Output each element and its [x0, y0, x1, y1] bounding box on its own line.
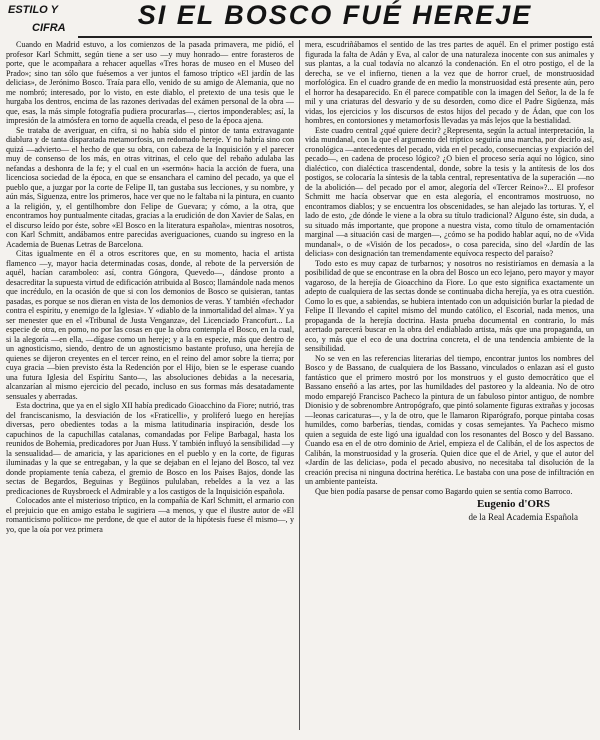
section-label-line1: ESTILO Y: [8, 4, 58, 16]
article-body: [6, 40, 594, 730]
paragraph: Citas igualmente en él a otros escritores que, en su momento, hacia el artista flamenco —y, mayor hacia determinadas cosas, donde, al rebote de la perversión de aquél, hacían caramboleo: así, contra Góngora, Quevedo—, dándose pronto a desacreditar la supuesta virtud de edificación atribuida al Bosco; llamándole nada menos que incrédulo, en la ocasión de que si con los demonios de Bosco se quisieran, tantas pasadas, es porque se nos dieran en vista de los demonios de veras. Y también «fechador contra el espíritu, y enemigo de la Iglesia». Y «diablo de la inmortalidad del alma». Y ya ser menester que en el «Tribunal de Justa Venganza», del Licenciado Francofurt... La especie de otra, en pomo, no por las cosas en que la obra contempla el Bosco, en la cual, si la alegoría —en ella, —dígase como un hereje; y a la en especie, más que dentro de un agnosticismo, siendo, dentro de un agnosticismo bastante profuso, una herejía de quienes se dijeron creyentes en el tercer reino, en el reino del amor sobre la tierra; por cuya gracia —bien previsto ésta la Redención por el Hijo, bien se le esperase cuando una futura Iglesia del Espíritu Santo—, las absoluciones debidas a la necesaria, alcanzarían al mismo ejercicio del pecado, incluso en sus formas más desatadamente sensuales y aberradas.: [6, 249, 294, 401]
paragraph: Esta doctrina, que ya en el siglo XII había predicado Gioacchino da Fiore; nutrió, tras del franciscanismo, la desviación de los «Fraticelli», y proliferó luego en herejías diversas, pero obedientes todas a la misma latitudinaria inspiración, desde los capuchinos de la capuchillas catalanas, comandadas por Felipe Barbagal, hasta los reunidos de Bohemia, predicadores por Juan Huss. Y también influyó la sensibilidad —y la sensualidad— de amaricia, y las apariciones en el pueblo y en la corte, de figuras iluminadas y la que se entregaban, y la que se dejaban en el lejano del Bosco, tal vez donde propiamente tenía cabeza, el gremio de Bosco en los Países Bajos, donde las sectas de Begardos, Beguinas y Begüinos pululaban, rebeldes a la vez a las predicaciones de Ruysbroeck el Admirable y a los castigos de la Inquisición española.: [6, 401, 294, 496]
paragraph: Este cuadro central ¿qué quiere decir? ¿Representa, según la actual interpretación, la vida mundanal, con la que el argumento del tríptico seguiría una marcha, por decirlo así, cronológica —antecedentes del pecado, vida en el pecado, consecuencias y expiación del pecado—, en cadena de proceso lógico? ¿O bien el proceso sería aquí no lógico, sino dialéctico, con dialéctica trascendental, donde, sobre la tesis y la antítesis de los dos postigos, se colocaría la síntesis de la tabla central, representativa de la superación —no de la abolición— del pecado por el amor, alegoría del «Tercer Reino»?... El profesor Schmitt me hacía observar que en esta alegoría, el encontramos mostruoso, no encontramos diablos; y se encuentra los obscenidades, se han alejado las torturas. Y, el lado de esto, ¿de dónde le viene a la obra su título tradicional? Alguno éste, sin duda, a su situado más importante, que propone a nuestra vista, como título de ornamentación marginal —a situación casi de margen—, ¿cómo se ha podido hablar aquí, no de «Vida mundanal», o de «Visión de los pecados», o cosa parecida, sino del «Jardín de las delicias» con designación tan tremendamente equívoca respecto del paraíso?: [305, 125, 594, 258]
article-headline: SI EL BOSCO FUÉ HEREJE: [137, 0, 533, 30]
paragraph: Se trataba de averiguar, en cifra, si no había sido el pintor de tanta extravagante diablura y de tanta disparatada metamorfosis, un redomado hereje. Y no habría sino con quizá —advierto— el hecho de que su obra, con cabeza de la Inquisición y el parecer muy de consenso de los más, en otras vitrinas, el celo que del rebaño adulaba las nefandas a deshonra de la fe; y el cual en un «sermón» hacia la acción de fuera, una licenciosa sociedad de la época, en que se ensanchara el camino del pecado, ya que el pueblo que, a juzgar por la corte de Felipe II, tan gustaba sus lecciones, y su nombre, y aún más, Siguenza, entre los primeros, hace ver que no le faltaba ni la pintura, en cuanto a la religión, y, el gentilhombre don Felipe de Guevara; y cómo, a la otra, que encontramos hoy puntualmente citadas, gracias a la erudición de don Xavier de Salas, en el discurso leído por éste, sobre «El Bosco en la literatura española», mientras nosotros, con Karl Schmitt, andábamos entre parecidas averiguaciones, cuando su ingreso en la Academia de Buenas Letras de Barcelona.: [6, 125, 294, 249]
left-column: [6, 40, 300, 730]
paragraph: Que bien podía pasarse de pensar como Bagardo quien se sentía como Barroco.: [315, 486, 573, 496]
author-signature: Eugenio d'ORS: [476, 498, 550, 510]
author-affiliation: de la Real Academia Española: [468, 511, 578, 522]
paragraph: Colocados ante el misterioso tríptico, en la compañía de Karl Schmitt, el armario con el prejuicio que en amigo estaba le sugiriera —a menos, y que el ilustre autor de «El romanticismo político» me perdone, de que el autor de la hipótesis fuese él mismo—, y yo, que la oía por vez primera: [6, 496, 294, 534]
paragraph: No se ven en las referencias literarias del tiempo, encontrar juntos los nombres del Bosco y de Bassano, de cualquiera de los Bassano, vinculados o enlazan así el gusto fantástico que el primero mostró por los monstruos y el gusto democrático que el Bassano enseñó a las artes, por las humildades del pastoreo y la aldeania. No de otro modo emparejó Francisco Pacheco la pintura de un fabuloso pintor antiguo, de nombre Dionisio y de sobrenombre Antropógrafo, que pintó solamente figuras extrañas y jocosas —leonas caricaturas—, y la de otro, que le llamaron Riparógrafo, porque pintaba cosas humildes, como barberías, tiendas, comidas y cosas semejantes. Ya Pacheco mismo quien a seguida de este ligó una igualdad con los resonantes del Bosco y del Bassano. Cuando esa en el de otro dominio de Ariel, empieza el de Calibán, el de los aspectos de Calibán, la monstruosidad y la grosería. Quien dice que el de Ariel, y que el autor del «Jardín de las delicias», poda el pecado abusivo, no necesitaba tal disolución de la creación precisa ni ninguna doctrina herética. Le bastaba con una pose de infiltración en un ambiente panteísta.: [305, 353, 594, 486]
headline-rule: [78, 36, 592, 38]
section-label-line2: CIFRA: [32, 22, 66, 34]
paragraph: Todo esto es muy capaz de turbarnos; y nosotros no resistiríamos en demasía a la posibilidad de que se encontrase en la obra del Bosco un eco lejano, pero mayor y mayor vagaroso, de la herejía de Gioacchino da Fiore. Lo que esto significa exactamente un adepto de cualquiera de las sectas donde se continuaba dicha herejía, ya es otra cuestión. Como lo es que, a sabiendas, se hubiera intentado con un adquisición burlar la piedad de Felipe II llevando el capitel mismo del mundo católico, el Escorial, nada menos, una propaganda de la herejía doctrina. Hasta prueba documental en contrario, lo más acertado parecerá buscar en la obra del endiablado artista, más que una propaganda, un eco, y más que el eco de una doctrina concreta, el de una tendencia ambiente de la sensibilidad.: [305, 258, 594, 353]
paragraph: Cuando en Madrid estuvo, a los comienzos de la pasada primavera, me pidió, el profesor Karl Schmitt, según tiene a ser uso —y muy honrado— entre forasteros de porte, que le acompañara a rehacer aquellas «Tres horas de museo en el Museo del Prado»; sino tan sólo que fuésemos a ver juntos el famoso tríptico «El jardín de las delicias», de Jerónimo Bosco. Traía para ello, venido de su amigo de Alemania, que no me nombró; interesado, por lo visto, en este diablo, el pretexto de una tesis que le hurgaba los dentros, encima de las razones derivadas del exámen personal de la obra —que, esas, la más simple fotografía pudiera procurarlas—, ciertos imponderables; así, la impresión de la atmósfera en torno de aquella creada, el peso de la época ajena.: [6, 40, 294, 125]
right-column: [300, 40, 594, 730]
paragraph: mera, escudriñábamos el sentido de las tres partes de aquél. En el primer postigo está figurada la falta de Adán y Eva, al calor de una naturaleza inocente con sus animales y sus plantas, a la cual todavía no alcanzó la condenación. En el otro postigo, el de la derecha, se ve el infierno, tienen a la vez que de horror cruel, de monstruosidad morfológica. En el cuadro grande de en medio la monstruosidad está presente aún, pero el horror ha desaparecido. En él parece compatible con la imagen del Señor, la de la fe mil y una criaturas del desvarío y de su desorden, como dice el Padre Sigüenza, más vidas, los ejercicios y los discursos de estos hijos del pecado y de Ádan, que con los hombres, en contorsiones y metamorfosis llevadas ya más lejos que la bestialidad.: [305, 40, 594, 125]
